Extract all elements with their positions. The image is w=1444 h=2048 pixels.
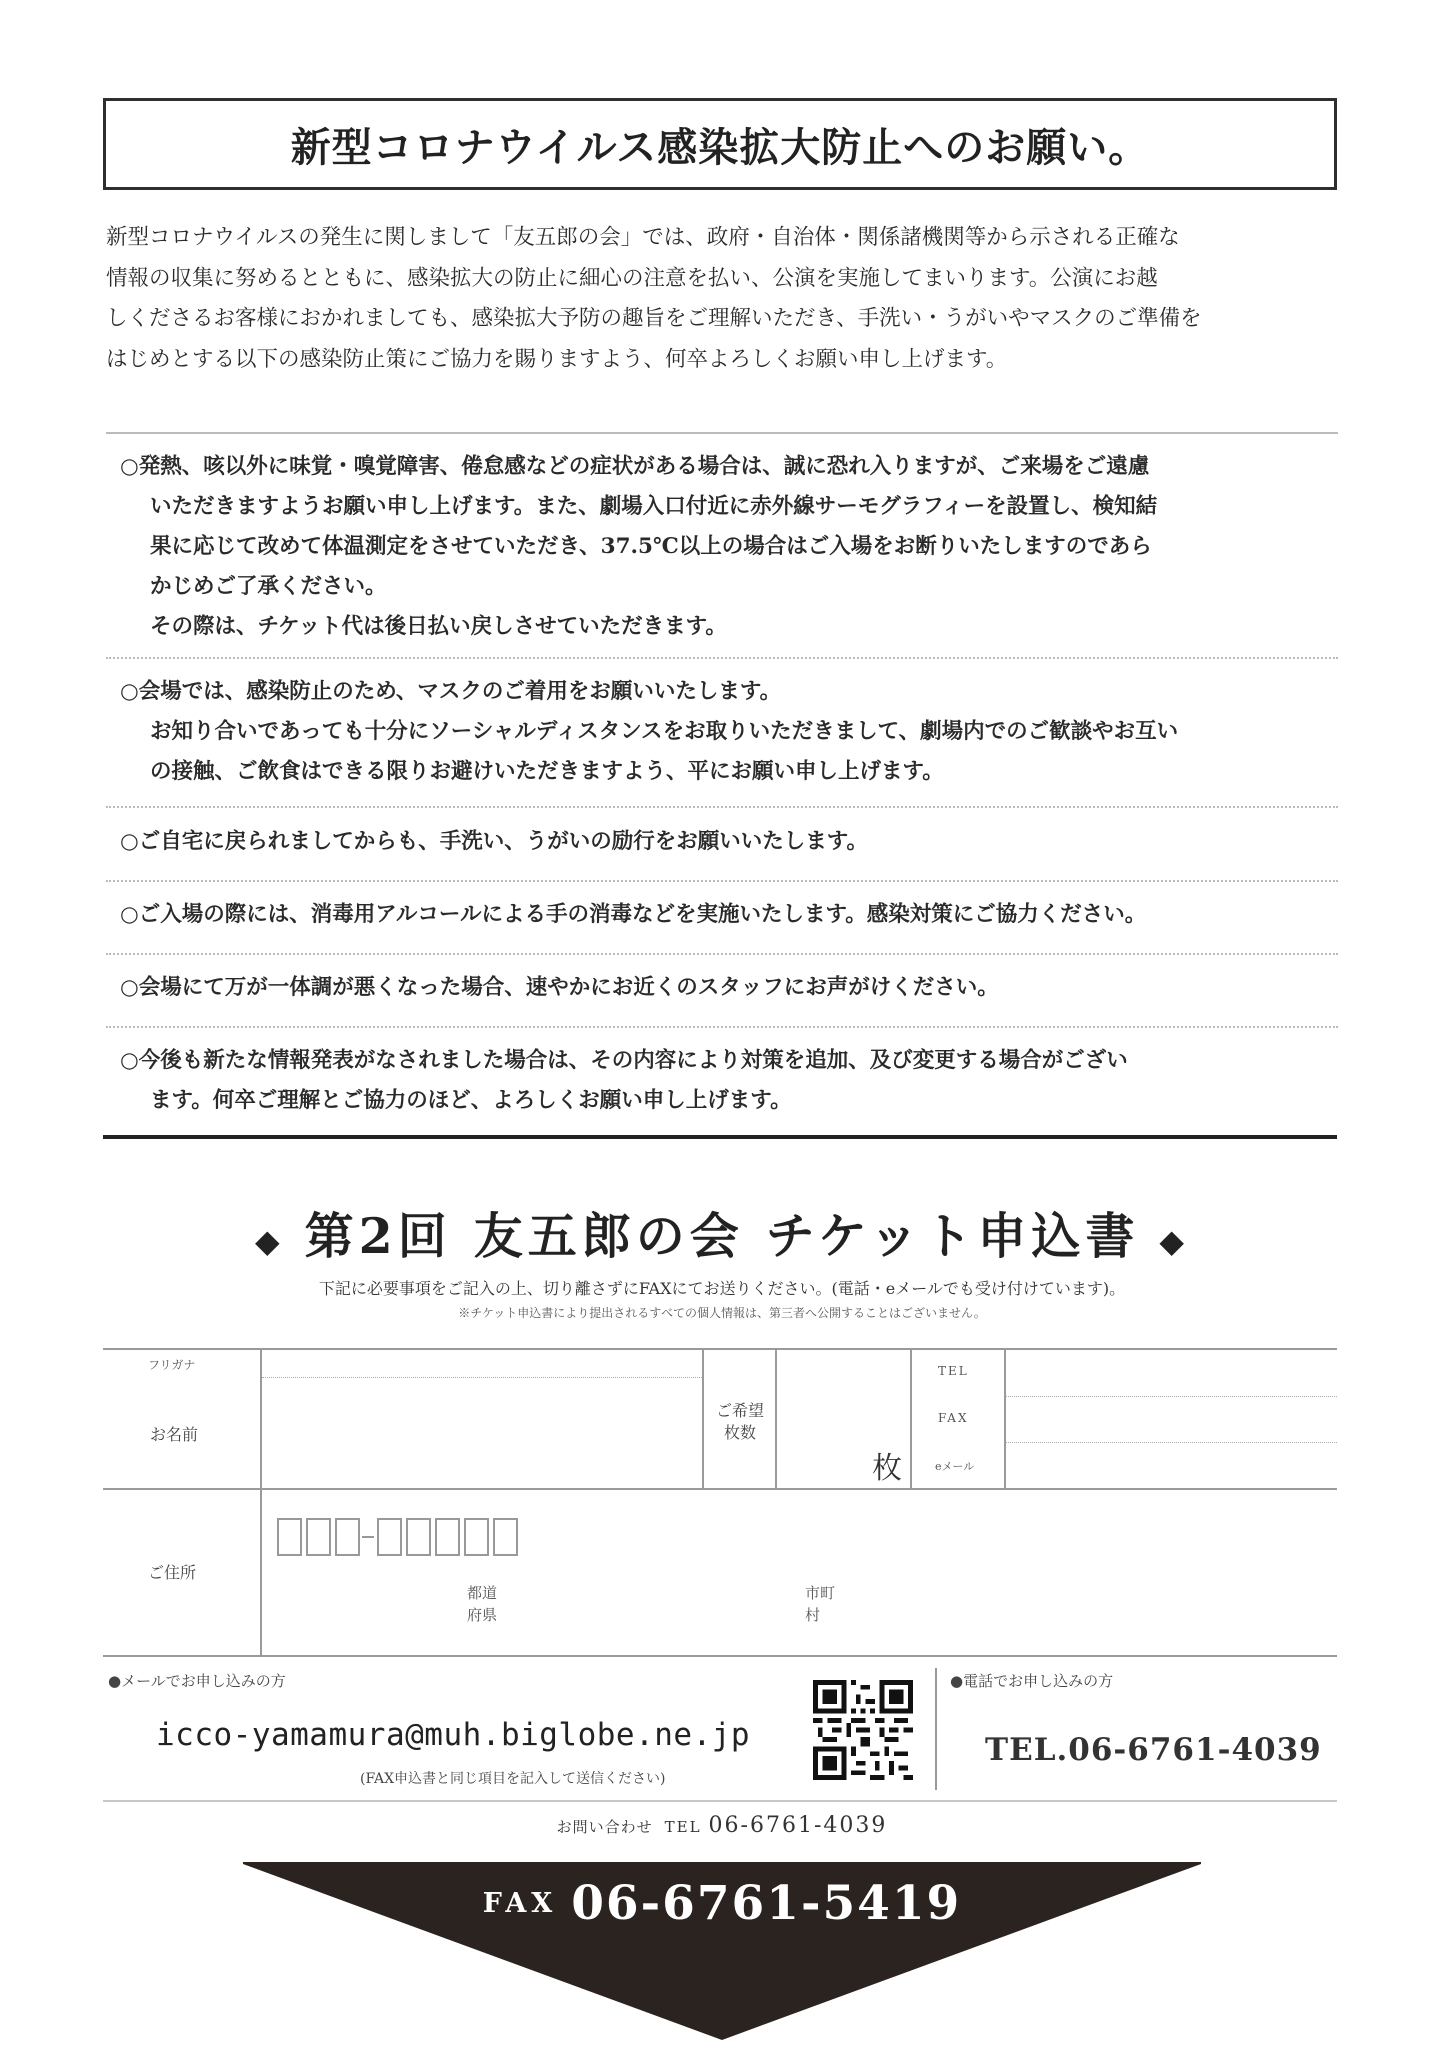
item-line: かじめご了承ください。 bbox=[150, 574, 387, 599]
item-line: の接触、ご飲食はできる限りお避けいただきますよう、平にお願い申し上げます。 bbox=[150, 759, 944, 784]
intro-line: しくださるお客様におかれましても、感染拡大予防の趣旨をご理解いただき、手洗い・うがいやマスクのご準備を bbox=[106, 306, 1202, 331]
fax-banner bbox=[0, 1876, 1444, 1931]
email-heading: ●メールでお申し込みの方 bbox=[108, 1672, 286, 1690]
diamond-icon: ◆ bbox=[1159, 1221, 1190, 1260]
notice-title: 新型コロナウイルス感染拡大防止へのお願い。 bbox=[290, 123, 1150, 171]
intro-line: はじめとする以下の感染防止策にご協力を賜りますよう、何卒よろしくお願い申し上げます。 bbox=[106, 346, 1008, 372]
name-label: お名前 bbox=[150, 1425, 199, 1444]
item-line: ○会場にて万が一体調が悪くなった場合、速やかにお近くのスタッフにお声がけください。 bbox=[120, 975, 999, 1000]
inquiry-tel-word: TEL bbox=[664, 1818, 702, 1836]
privacy-note: ※チケット申込書により提出されるすべての個人情報は、第三者へ公開することはございません。 bbox=[458, 1306, 986, 1320]
diamond-icon: ◆ bbox=[254, 1221, 285, 1260]
address-label: ご住所 bbox=[148, 1563, 197, 1582]
prefecture-label-line: 都道 bbox=[467, 1584, 498, 1602]
item-line: ます。何卒ご理解とご協力のほど、よろしくお願い申し上げます。 bbox=[150, 1088, 792, 1113]
item-line: ○会場では、感染防止のため、マスクのご着用をお願いいたします。 bbox=[120, 679, 782, 704]
fax-number[interactable]: 06-6761-5419 bbox=[571, 1876, 962, 1931]
item-line: ○ご自宅に戻られましてからも、手洗い、うがいの励行をお願いいたします。 bbox=[120, 829, 869, 854]
furigana-label: フリガナ bbox=[148, 1358, 196, 1372]
item-line: ○ご入場の際には、消毒用アルコールによる手の消毒などを実施いたします。感染対策にご協力ください。 bbox=[120, 902, 1147, 927]
item-line: 果に応じて改めて体温測定をさせていただき、37.5℃以上の場合はご入場をお断りいたしますのであら bbox=[150, 534, 1152, 559]
quantity-label-line: 枚数 bbox=[723, 1423, 756, 1442]
item-line: お知り合いであっても十分にソーシャルディスタンスをお取りいただきまして、劇場内でのご歓談やお互い bbox=[150, 719, 1179, 744]
fax-label: FAX bbox=[938, 1411, 969, 1425]
item-line: いただきますようお願い申し上げます。また、劇場入口付近に赤外線サーモグラフィーを設置し、検知結 bbox=[150, 494, 1158, 519]
city-label-line: 市町 bbox=[805, 1584, 836, 1602]
item-line: その際は、チケット代は後日払い戻しさせていただきます。 bbox=[150, 614, 727, 639]
email-label: eメール bbox=[935, 1460, 975, 1473]
email-note: (FAX申込書と同じ項目を記入して送信ください) bbox=[360, 1771, 666, 1787]
tel-label: TEL bbox=[938, 1364, 969, 1378]
inquiry-tel[interactable]: 06-6761-4039 bbox=[708, 1813, 888, 1838]
quantity-unit: 枚 bbox=[872, 1451, 902, 1486]
prefecture-label-line: 府県 bbox=[467, 1606, 498, 1624]
city-label-line: 村 bbox=[805, 1606, 821, 1624]
quantity-label-line: ご希望 bbox=[715, 1401, 764, 1420]
item-line: ○発熱、咳以外に味覚・嗅覚障害、倦怠感などの症状がある場合は、誠に恐れ入りますが、ご来場をご遠慮 bbox=[120, 454, 1150, 479]
intro-line: 新型コロナウイルスの発生に関しまして「友五郎の会」では、政府・自治体・関係諸機関等から示される正確な bbox=[106, 225, 1180, 250]
ticket-instruction: 下記に必要事項をご記入の上、切り離さずにFAXにてお送りください。(電話・eメールでも受け付けています)。 bbox=[318, 1279, 1126, 1298]
intro-line: 情報の収集に努めるとともに、感染拡大の防止に細心の注意を払い、公演を実施してまいります。公演にお越 bbox=[106, 265, 1158, 291]
email-address[interactable]: icco-yamamura@muh.biglobe.ne.jp bbox=[156, 1717, 751, 1753]
inquiry-label: お問い合わせ bbox=[556, 1818, 653, 1836]
item-line: ○今後も新たな情報発表がなされました場合は、その内容により対策を追加、及び変更する場合がござい bbox=[120, 1048, 1128, 1073]
phone-heading: ●電話でお申し込みの方 bbox=[950, 1672, 1114, 1690]
ticket-title-text: 第2回 友五郎の会 チケット申込書 bbox=[304, 1207, 1140, 1265]
fax-label: FAX bbox=[482, 1888, 558, 1919]
phone-number[interactable]: TEL.06-6761-4039 bbox=[985, 1732, 1322, 1768]
